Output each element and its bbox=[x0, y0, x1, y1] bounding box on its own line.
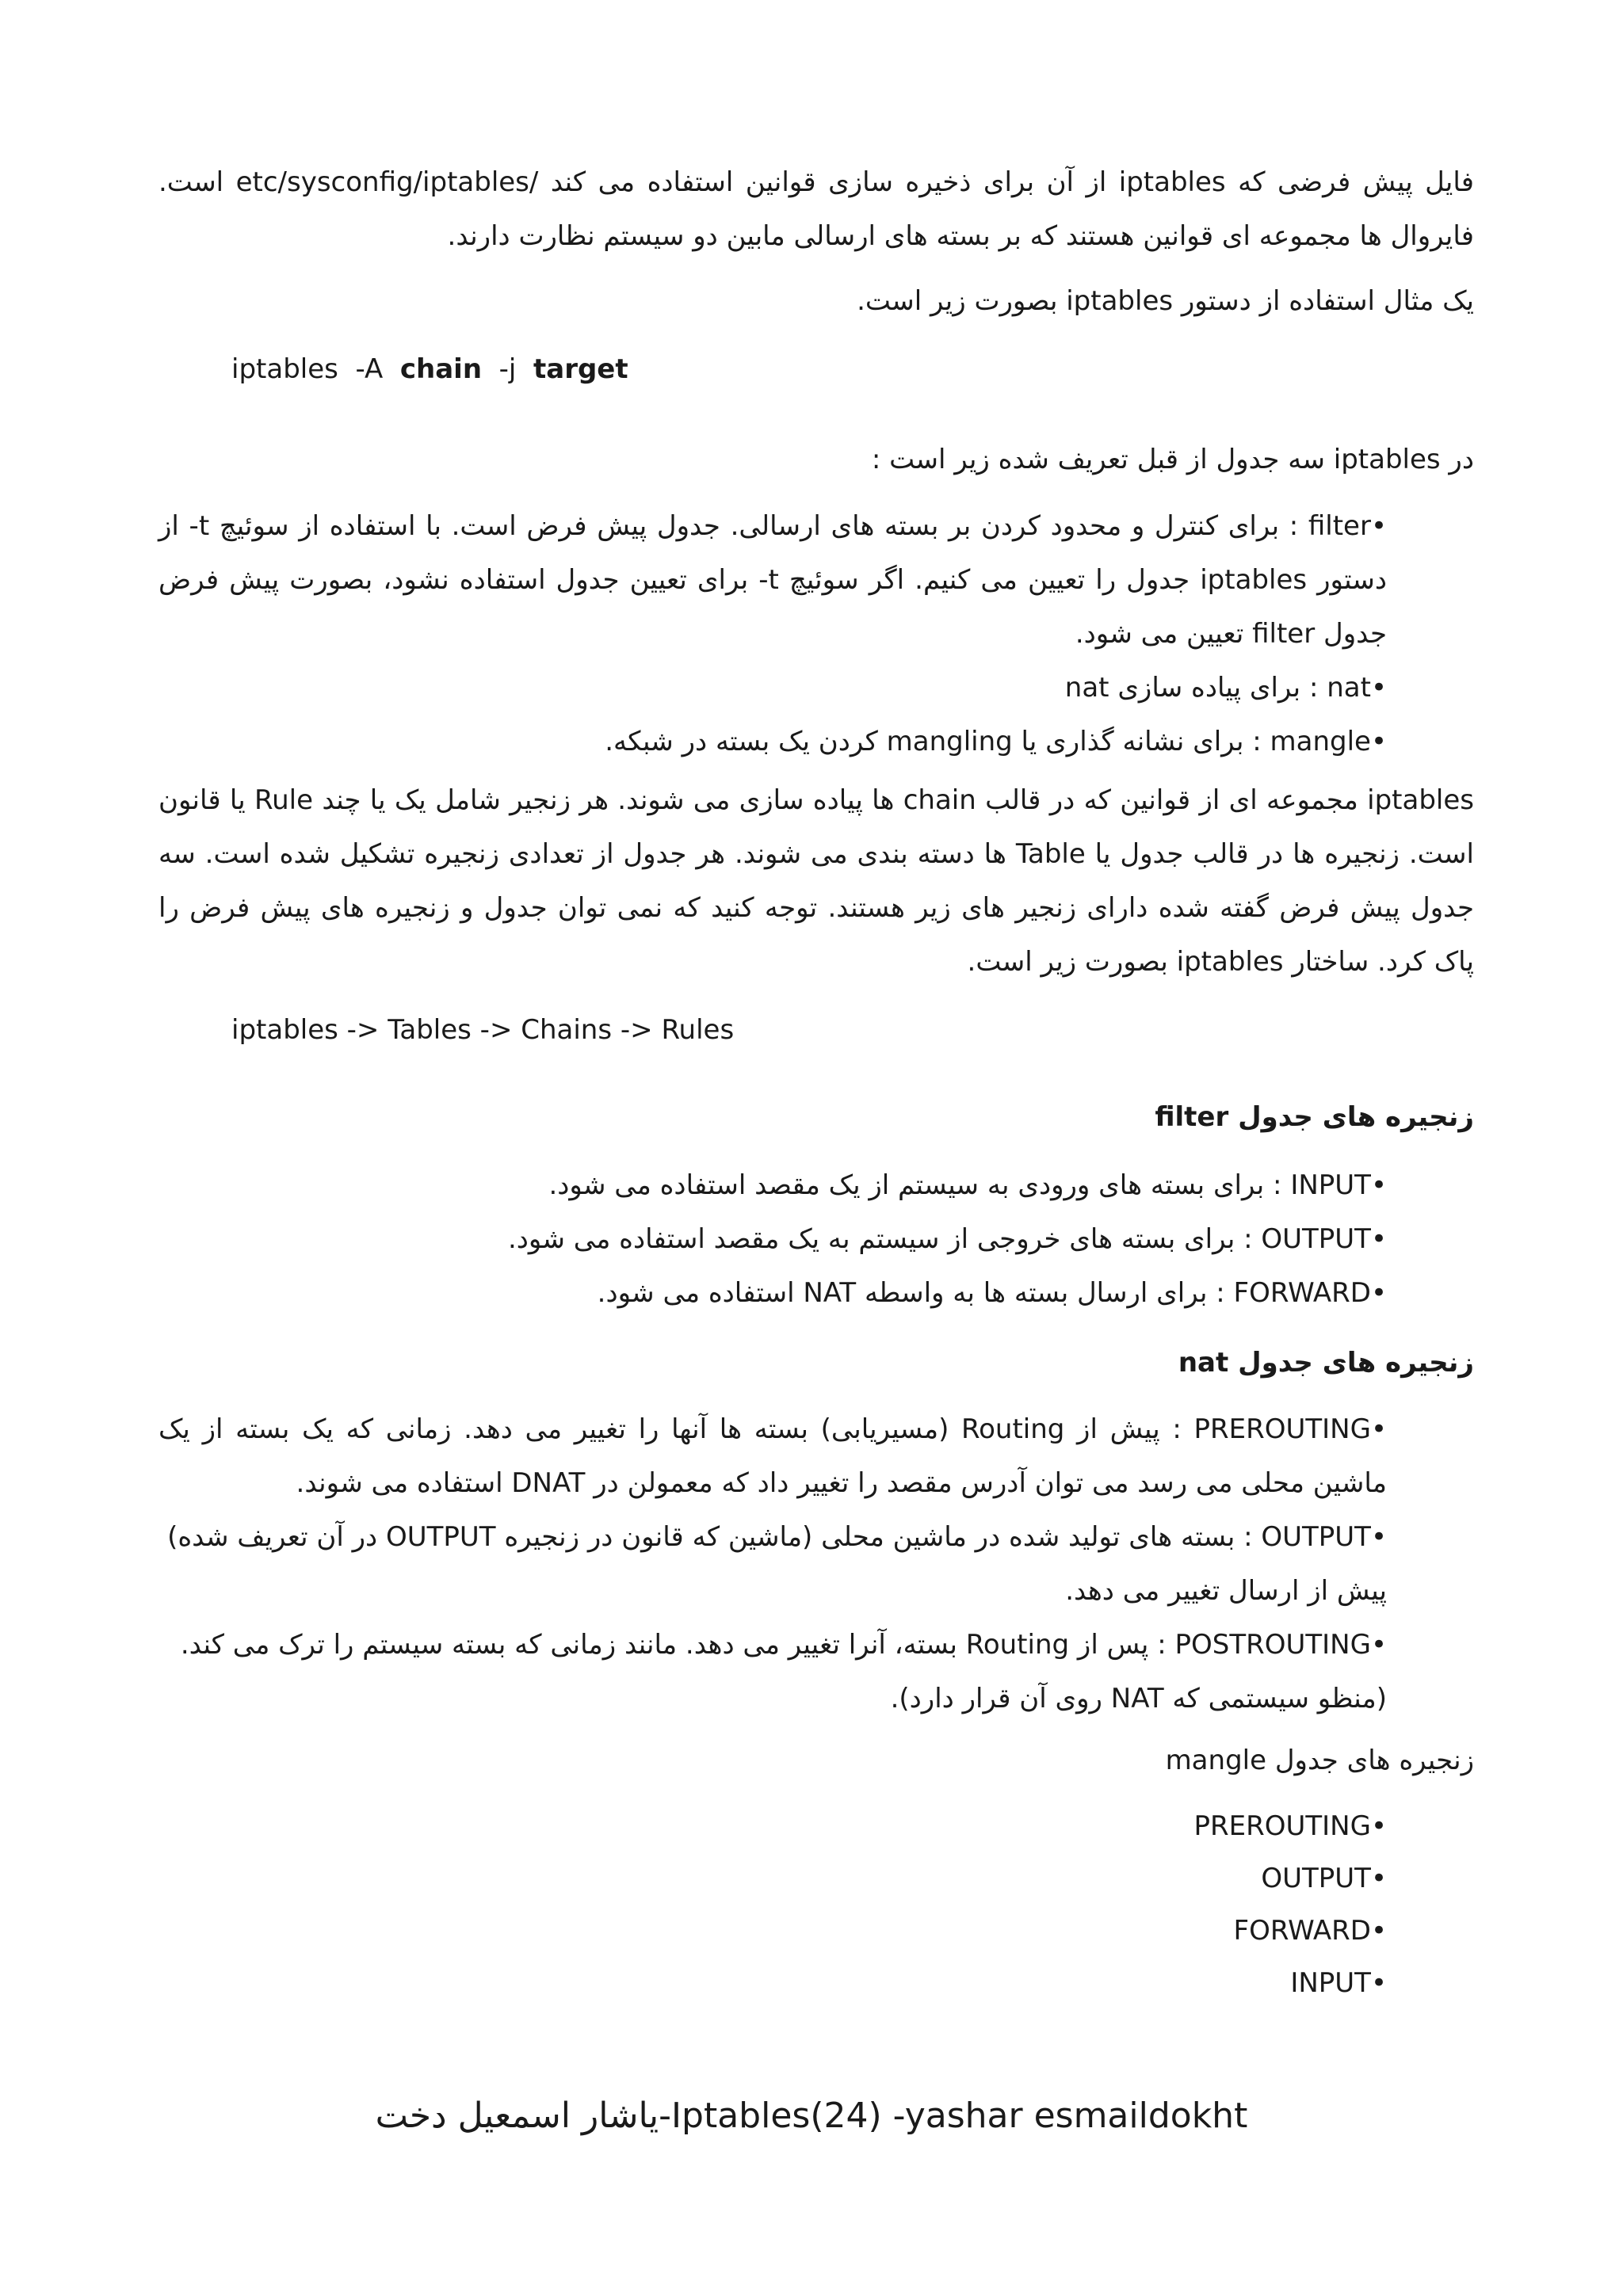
command-chain: chain bbox=[399, 353, 483, 385]
list-item: •PREROUTING bbox=[1193, 1810, 1387, 1842]
tables-list bbox=[158, 499, 1387, 769]
structure-line: iptables -> Tables -> Chains -> Rules bbox=[231, 1014, 735, 1046]
filter-heading: زنجیره های جدول filter bbox=[1155, 1101, 1474, 1133]
filter-chains-list bbox=[158, 1158, 1387, 1320]
command-target: target bbox=[533, 353, 628, 385]
mangle-chains-list bbox=[158, 1800, 1387, 2009]
list-item: •filter : برای کنترل و محدود کردن بر بسته های ارسالی. جدول پیش فرض است. با استفاده از سوئیچ t- از دستور iptables جدول را تعیین می کنیم. اگر سوئیچ t- برای تعیین جدول استفاده نشود، بصورت پیش فرض جدول filter تعیین می شود. bbox=[158, 510, 1388, 650]
list-item: •mangle : برای نشانه گذاری یا mangling کردن یک بسته در شبکه. bbox=[605, 726, 1387, 757]
structure-paragraph: iptables مجموعه ای از قوانین که در قالب chain ها پیاده سازی می شوند. هر زنجیر شامل یک یا چند Rule یا قانون است. زنجیره ها در قالب جدول یا Table ها دسته بندی می شوند. هر جدول از تعدادی زنجیره تشکیل شده است. سه جدول پیش فرض گفته شده دارای زنجیر های زیر هستند. توجه کنید که نمی توان جدول و زنجیره های پیش فرض را پاک کرد. ساختار iptables بصورت زیر است. bbox=[158, 784, 1475, 978]
tables-intro: در iptables سه جدول از قبل تعریف شده زیر است : bbox=[871, 444, 1474, 475]
nat-heading: زنجیره های جدول nat bbox=[1178, 1347, 1474, 1379]
example-intro: یک مثال استفاده از دستور iptables بصورت زیر است. bbox=[857, 285, 1474, 317]
intro-paragraph: فایل پیش فرضی که iptables از آن برای ذخیره سازی قوانین استفاده می کند /etc/sysconfig/iptables است. فایروال ها مجموعه ای قوانین هستند که بر بسته های ارسالی مابین دو سیستم نظارت دارند. bbox=[158, 166, 1474, 252]
list-item: •FORWARD : برای ارسال بسته ها به واسطه NAT استفاده می شود. bbox=[597, 1277, 1387, 1309]
list-item: •FORWARD bbox=[1233, 1915, 1387, 1947]
list-item: •OUTPUT : برای بسته های خروجی از سیستم به یک مقصد استفاده می شود. bbox=[507, 1223, 1387, 1255]
list-item: •POSTROUTING : پس از Routing بسته، آنرا تغییر می دهد. مانند زمانی که بسته سیستم را ترک می کند. (منظو سیستمی که NAT روی آن قرار دارد). bbox=[180, 1629, 1387, 1714]
command-part: iptables -A bbox=[231, 353, 400, 385]
command-part: -j bbox=[482, 353, 533, 385]
list-item: •INPUT bbox=[1290, 1967, 1387, 1999]
list-item: •nat : برای پیاده سازی nat bbox=[1064, 672, 1387, 704]
list-item: •OUTPUT : بسته های تولید شده در ماشین محلی (ماشین که قانون در زنجیره OUTPUT در آن تعریف شده) پیش از ارسال تغییر می دهد. bbox=[167, 1521, 1387, 1607]
list-item: •OUTPUT bbox=[1261, 1863, 1387, 1894]
mangle-heading: زنجیره های جدول mangle bbox=[1165, 1745, 1474, 1776]
list-item: •INPUT : برای بسته های ورودی به سیستم از یک مقصد استفاده می شود. bbox=[548, 1169, 1387, 1201]
page-footer: Iptables(24) -yashar esmaildokht-یاشار اسمعیل دخت bbox=[375, 2096, 1248, 2136]
example-command bbox=[231, 345, 628, 393]
list-item: •PREROUTING : پیش از Routing (مسیریابی) بسته ها آنها را تغییر می دهد. زمانی که یک بسته از یک ماشین محلی می رسد می توان آدرس مقصد را تغییر داد که معمولن در DNAT استفاده می شوند. bbox=[158, 1413, 1387, 1499]
nat-chains-list bbox=[158, 1402, 1387, 1726]
